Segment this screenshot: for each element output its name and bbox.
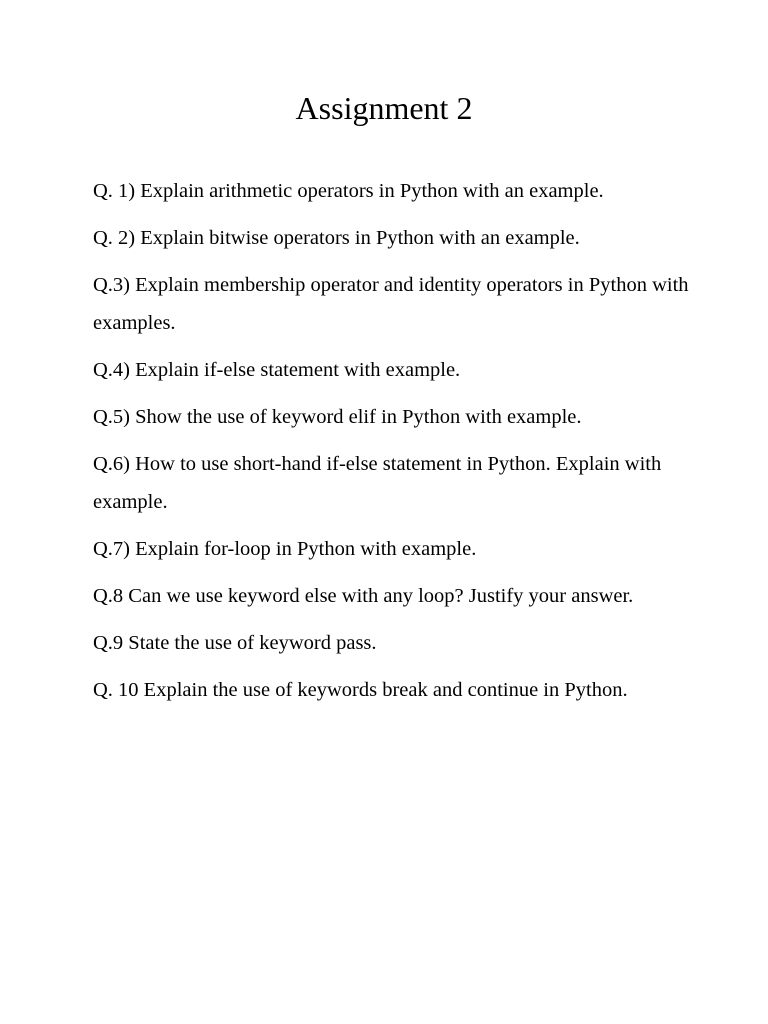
page-title: Assignment 2 [295, 90, 473, 126]
question-6: Q.6) How to use short-hand if-else statement in Python. Explain with example. [93, 453, 662, 513]
question-9: Q.9 State the use of keyword pass. [93, 632, 377, 654]
question-8: Q.8 Can we use keyword else with any loop? Justify your answer. [93, 585, 634, 607]
question-4: Q.4) Explain if-else statement with example. [93, 359, 461, 381]
question-list [93, 172, 693, 718]
question-10: Q. 10 Explain the use of keywords break and continue in Python. [93, 679, 628, 701]
question-7: Q.7) Explain for-loop in Python with example. [93, 538, 477, 560]
question-2: Q. 2) Explain bitwise operators in Python with an example. [93, 227, 580, 249]
question-5: Q.5) Show the use of keyword elif in Python with example. [93, 406, 582, 428]
question-1: Q. 1) Explain arithmetic operators in Python with an example. [93, 180, 604, 202]
question-3: Q.3) Explain membership operator and identity operators in Python with examples. [93, 274, 689, 334]
